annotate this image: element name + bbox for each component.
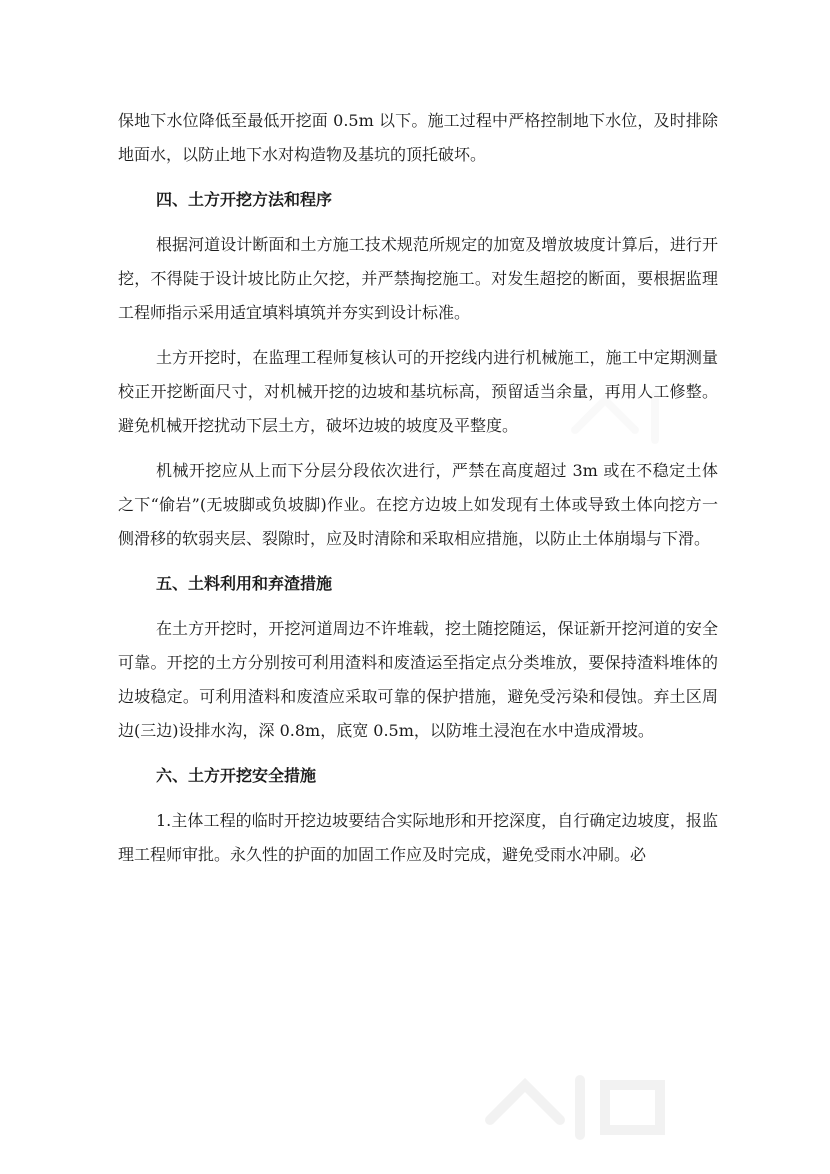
document-body	[118, 104, 718, 883]
paragraph-groundwater-continued: 保地下水位降低至最低开挖面 0.5m 以下。施工过程中严格控制地下水位，及时排除地面水，以防止地下水对构造物及基坑的顶托破坏。	[118, 111, 718, 164]
paragraph-excavation-design: 根据河道设计断面和土方施工技术规范所规定的加宽及增放坡度计算后，进行开挖，不得陡于设计坡比防止欠挖，并严禁掏挖施工。对发生超挖的断面，要根据监理工程师指示采用适宜填料填筑并夯实到设计标准。	[118, 235, 718, 322]
paragraph-safety-measure-1: 1.主体工程的临时开挖边坡要结合实际地形和开挖深度，自行确定边坡度，报监理工程师审批。永久性的护面的加固工作应及时完成，避免受雨水冲刷。必	[118, 811, 718, 864]
section-heading-4: 四、土方开挖方法和程序	[156, 190, 333, 209]
watermark-logo-icon	[470, 1060, 690, 1150]
paragraph-excavation-layers: 机械开挖应从上而下分层分段依次进行，严禁在高度超过 3m 或在不稳定土体之下“偷岩”(无坡脚或负坡脚)作业。在挖方边坡上如发现有土体或导致土体向挖方一侧滑移的软弱夹层、裂隙时，应及时清除和采取相应措施，以防止土体崩塌与下滑。	[118, 461, 718, 548]
section-heading-6: 六、土方开挖安全措施	[156, 766, 317, 785]
paragraph-excavation-mechanical: 土方开挖时，在监理工程师复核认可的开挖线内进行机械施工，施工中定期测量校正开挖断面尺寸，对机械开挖的边坡和基坑标高，预留适当余量，再用人工修整。避免机械开挖扰动下层土方，破坏边坡的坡度及平整度。	[118, 348, 718, 435]
paragraph-soil-disposal: 在土方开挖时，开挖河道周边不许堆载，挖土随挖随运，保证新开挖河道的安全可靠。开挖的土方分别按可利用渣料和废渣运至指定点分类堆放，要保持渣料堆体的边坡稳定。可利用渣料和废渣应采取可靠的保护措施，避免受污染和侵蚀。弃土区周边(三边)设排水沟，深 0.8m，底宽 0.5m，以防堆土浸泡在水中造成滑坡。	[118, 619, 718, 740]
section-heading-5: 五、土料利用和弃渣措施	[156, 574, 333, 593]
